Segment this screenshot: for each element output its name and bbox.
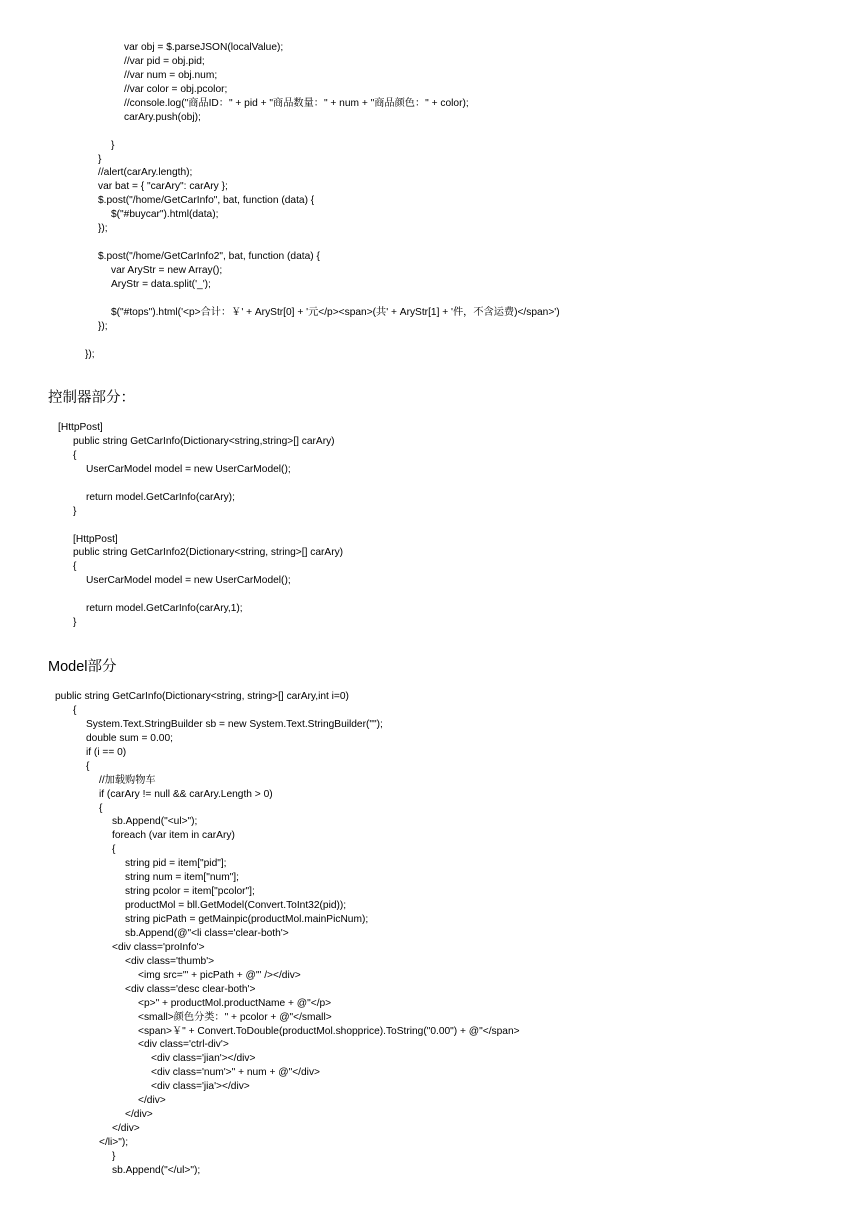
controller-section-heading: 控制器部分： [48, 390, 135, 406]
code-line: }); [98, 320, 108, 332]
code-line: //var color = obj.pcolor; [124, 83, 228, 95]
code-line: public string GetCarInfo(Dictionary<string,string>[] carAry) [73, 435, 335, 447]
code-line: carAry.push(obj); [124, 111, 201, 123]
code-line: </li>"); [99, 1137, 129, 1148]
code-line: //console.log("商品ID：" + pid + "商品数量：" + num + "商品颜色：" + color); [124, 97, 469, 109]
code-line: System.Text.StringBuilder sb = new System.Text.StringBuilder(""); [86, 718, 383, 730]
code-line: UserCarModel model = new UserCarModel(); [86, 575, 291, 587]
code-line: UserCarModel model = new UserCarModel(); [86, 463, 291, 475]
code-line: { [73, 449, 77, 461]
code-line: $.post("/home/GetCarInfo2", bat, function (data) { [98, 251, 320, 263]
code-line: [HttpPost] [58, 422, 103, 433]
code-line: } [73, 505, 77, 517]
code-line: [HttpPost] [73, 533, 118, 545]
code-line: if (i == 0) [86, 746, 127, 758]
code-line: foreach (var item in carAry) [112, 830, 235, 842]
code-line [0, 125, 560, 139]
code-line: double sum = 0.00; [86, 732, 173, 744]
code-line: { [112, 844, 116, 856]
code-line: <p>" + productMol.productName + @"</p> [138, 997, 332, 1009]
code-line: }); [98, 223, 108, 235]
code-line: { [73, 561, 77, 573]
code-line: string num = item["num"]; [125, 872, 239, 884]
code-line: } [98, 153, 102, 165]
code-line: { [86, 760, 90, 772]
code-line: <span>￥" + Convert.ToDouble(productMol.shopprice).ToString("0.00") + @"</span> [138, 1025, 520, 1037]
code-line: </div> [112, 1123, 140, 1135]
code-line: </div> [138, 1095, 166, 1107]
code-line: string pcolor = item["pcolor"]; [125, 886, 255, 898]
code-line [0, 292, 560, 306]
code-line: var bat = { "carAry": carAry }; [98, 181, 228, 193]
code-line: var AryStr = new Array(); [111, 265, 223, 276]
code-line: string pid = item["pid"]; [125, 858, 227, 870]
code-line [0, 519, 343, 533]
code-line: } [112, 1150, 116, 1162]
code-line: <img src='" + picPath + @"' /></div> [138, 969, 301, 981]
code-line: $("#buycar").html(data); [111, 209, 219, 221]
controller-code-block [0, 421, 343, 630]
code-line: <div class='thumb'> [125, 955, 215, 967]
code-line: //var pid = obj.pid; [124, 55, 205, 67]
code-line: $("#tops").html('<p>合计：￥' + AryStr[0] + '元</p><span>(共' + AryStr[1] + '件，不含运费)</span>') [111, 306, 560, 318]
code-line: </div> [125, 1109, 153, 1121]
code-line [0, 477, 343, 491]
code-line: var obj = $.parseJSON(localValue); [124, 42, 284, 53]
code-line: return model.GetCarInfo(carAry,1); [86, 603, 243, 615]
code-line [0, 334, 560, 348]
code-line: AryStr = data.split('_'); [111, 278, 211, 290]
code-line: <div class='jian'></div> [151, 1053, 256, 1065]
code-line [0, 588, 343, 602]
code-line: } [73, 617, 77, 629]
code-line: //alert(carAry.length); [98, 167, 193, 179]
code-line: <div class='jia'></div> [151, 1081, 250, 1093]
code-line: <div class='num'>" + num + @"</div> [151, 1067, 320, 1079]
code-line: <div class='ctrl-div'> [138, 1039, 229, 1051]
model-code-block [0, 690, 520, 1178]
code-line: //加载购物车 [99, 774, 156, 786]
code-line: { [73, 704, 77, 716]
code-line: <small>颜色分类：" + pcolor + @"</small> [138, 1011, 332, 1023]
code-line: { [99, 802, 103, 814]
javascript-code-block [0, 41, 560, 362]
code-line: <div class='desc clear-both'> [125, 983, 256, 995]
code-line: } [111, 139, 115, 151]
code-line: sb.Append("</ul>"); [112, 1164, 201, 1176]
code-line: sb.Append(@"<li class='clear-both'> [125, 927, 289, 939]
code-line: return model.GetCarInfo(carAry); [86, 491, 235, 503]
code-line: <div class='proInfo'> [112, 941, 205, 953]
code-line [0, 236, 560, 250]
code-line: if (carAry != null && carAry.Length > 0) [99, 788, 273, 800]
code-line: string picPath = getMainpic(productMol.mainPicNum); [125, 914, 369, 925]
code-line: sb.Append("<ul>"); [112, 816, 198, 828]
code-line: public string GetCarInfo2(Dictionary<string, string>[] carAry) [73, 547, 344, 559]
code-line: }); [85, 348, 95, 360]
code-line: $.post("/home/GetCarInfo", bat, function (data) { [98, 195, 315, 207]
code-line: productMol = bll.GetModel(Convert.ToInt32(pid)); [125, 900, 347, 912]
code-line: //var num = obj.num; [124, 69, 218, 81]
model-section-heading: Model部分 [48, 659, 117, 675]
code-line: public string GetCarInfo(Dictionary<string, string>[] carAry,int i=0) [55, 691, 349, 702]
